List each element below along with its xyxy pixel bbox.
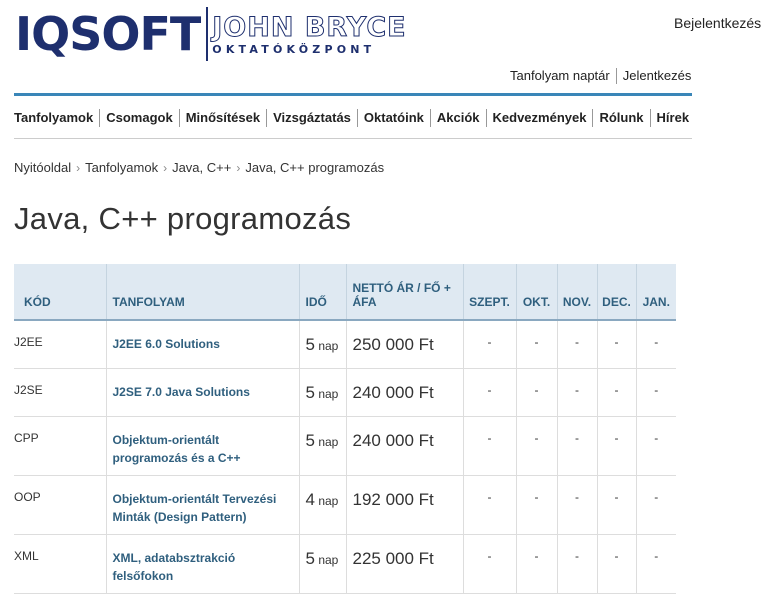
month-cell: - [597,475,636,534]
duration-days: 5 [305,382,315,402]
header-divider [14,93,692,96]
table-row [14,475,676,534]
breadcrumb-current: Java, C++ programozás [245,160,385,175]
course-code: OOP [14,475,106,534]
duration-unit: nap [318,493,339,508]
course-price: 250 000 Ft [346,320,463,368]
month-cell: - [636,416,676,475]
course-link[interactable]: Objektum-orientált programozás és a C++ [106,416,299,475]
top-links-divider [616,68,617,84]
month-cell: - [557,320,597,368]
col-header-duration[interactable]: IDŐ [299,264,346,320]
course-duration [299,320,346,368]
course-duration [299,534,346,593]
month-cell: - [516,320,557,368]
nav-item-discounts[interactable]: Kedvezmények [486,109,593,127]
course-link[interactable]: J2EE 6.0 Solutions [106,320,299,368]
month-cell: - [463,475,516,534]
duration-unit: nap [318,386,339,401]
logo-john-bryce [212,11,407,56]
nav-item-about[interactable]: Rólunk [592,109,649,127]
col-header-month-3: NOV. [557,264,597,320]
col-header-price[interactable]: NETTÓ ÁR / FŐ + ÁFA [346,264,463,320]
nav-item-instructors[interactable]: Oktatóink [357,109,430,127]
nav-item-packages[interactable]: Csomagok [99,109,178,127]
registration-link[interactable]: Jelentkezés [622,68,692,83]
main-nav [14,109,695,127]
duration-days: 4 [305,489,315,509]
course-duration [299,416,346,475]
duration-days: 5 [305,335,315,354]
breadcrumb-courses[interactable]: Tanfolyamok [85,160,159,175]
month-cell: - [463,368,516,416]
course-table [14,264,676,594]
table-header-row [14,264,676,320]
course-link[interactable]: XML, adatabsztrakció felsőfokon [106,534,299,593]
top-links [510,68,691,84]
table-row [14,320,676,368]
course-price: 240 000 Ft [346,416,463,475]
nav-item-courses[interactable]: Tanfolyamok [14,110,94,125]
site-logo[interactable] [15,5,407,63]
month-cell: - [597,534,636,593]
chevron-right-icon: › [163,161,168,175]
course-code: XML [14,534,106,593]
logo-divider [206,7,208,61]
chevron-right-icon: › [76,161,81,175]
month-cell: - [516,416,557,475]
nav-divider [14,138,692,139]
month-cell: - [597,320,636,368]
month-cell: - [463,416,516,475]
col-header-code[interactable]: KÓD [14,264,106,320]
month-cell: - [597,368,636,416]
month-cell: - [516,534,557,593]
col-header-month-2: OKT. [516,264,557,320]
month-cell: - [636,320,676,368]
duration-days: 5 [305,430,315,450]
duration-unit: nap [318,434,339,449]
logo-partner-subtitle: OKTATÓKÖZPONT [212,42,376,56]
month-cell: - [636,475,676,534]
course-code: J2SE [14,368,106,416]
month-cell: - [636,534,676,593]
nav-item-news[interactable]: Hírek [650,109,696,127]
course-calendar-link[interactable]: Tanfolyam naptár [510,68,610,83]
course-code: J2EE [14,320,106,368]
col-header-month-4: DEC. [597,264,636,320]
month-cell: - [557,475,597,534]
table-row [14,368,676,416]
logo-iqsoft: IQSOFT [15,7,201,61]
table-row [14,534,676,593]
breadcrumb-category[interactable]: Java, C++ [172,160,232,175]
course-price: 192 000 Ft [346,475,463,534]
duration-unit: nap [318,339,339,353]
course-duration [299,368,346,416]
month-cell: - [597,416,636,475]
nav-item-offers[interactable]: Akciók [430,109,486,127]
month-cell: - [557,534,597,593]
col-header-month-1: SZEPT. [463,264,516,320]
month-cell: - [636,368,676,416]
month-cell: - [463,320,516,368]
month-cell: - [463,534,516,593]
table-row [14,416,676,475]
month-cell: - [557,368,597,416]
month-cell: - [516,368,557,416]
breadcrumb [14,160,384,175]
course-link[interactable]: J2SE 7.0 Java Solutions [106,368,299,416]
course-duration [299,475,346,534]
breadcrumb-home[interactable]: Nyitóoldal [14,160,72,175]
logo-partner-name: JOHN BRYCE [212,11,407,43]
course-code: CPP [14,416,106,475]
course-price: 225 000 Ft [346,534,463,593]
page-title: Java, C++ programozás [14,201,352,236]
col-header-month-5: JAN. [636,264,676,320]
course-price: 240 000 Ft [346,368,463,416]
course-link[interactable]: Objektum-orientált Tervezési Minták (Design Pattern) [106,475,299,534]
chevron-right-icon: › [236,161,241,175]
duration-days: 5 [305,548,315,568]
month-cell: - [557,416,597,475]
month-cell: - [516,475,557,534]
nav-item-certifications[interactable]: Minősítések [179,109,266,127]
nav-item-exams[interactable]: Vizsgáztatás [266,109,357,127]
col-header-course[interactable]: TANFOLYAM [106,264,299,320]
duration-unit: nap [318,552,339,567]
login-link[interactable]: Bejelentkezés [674,15,761,31]
